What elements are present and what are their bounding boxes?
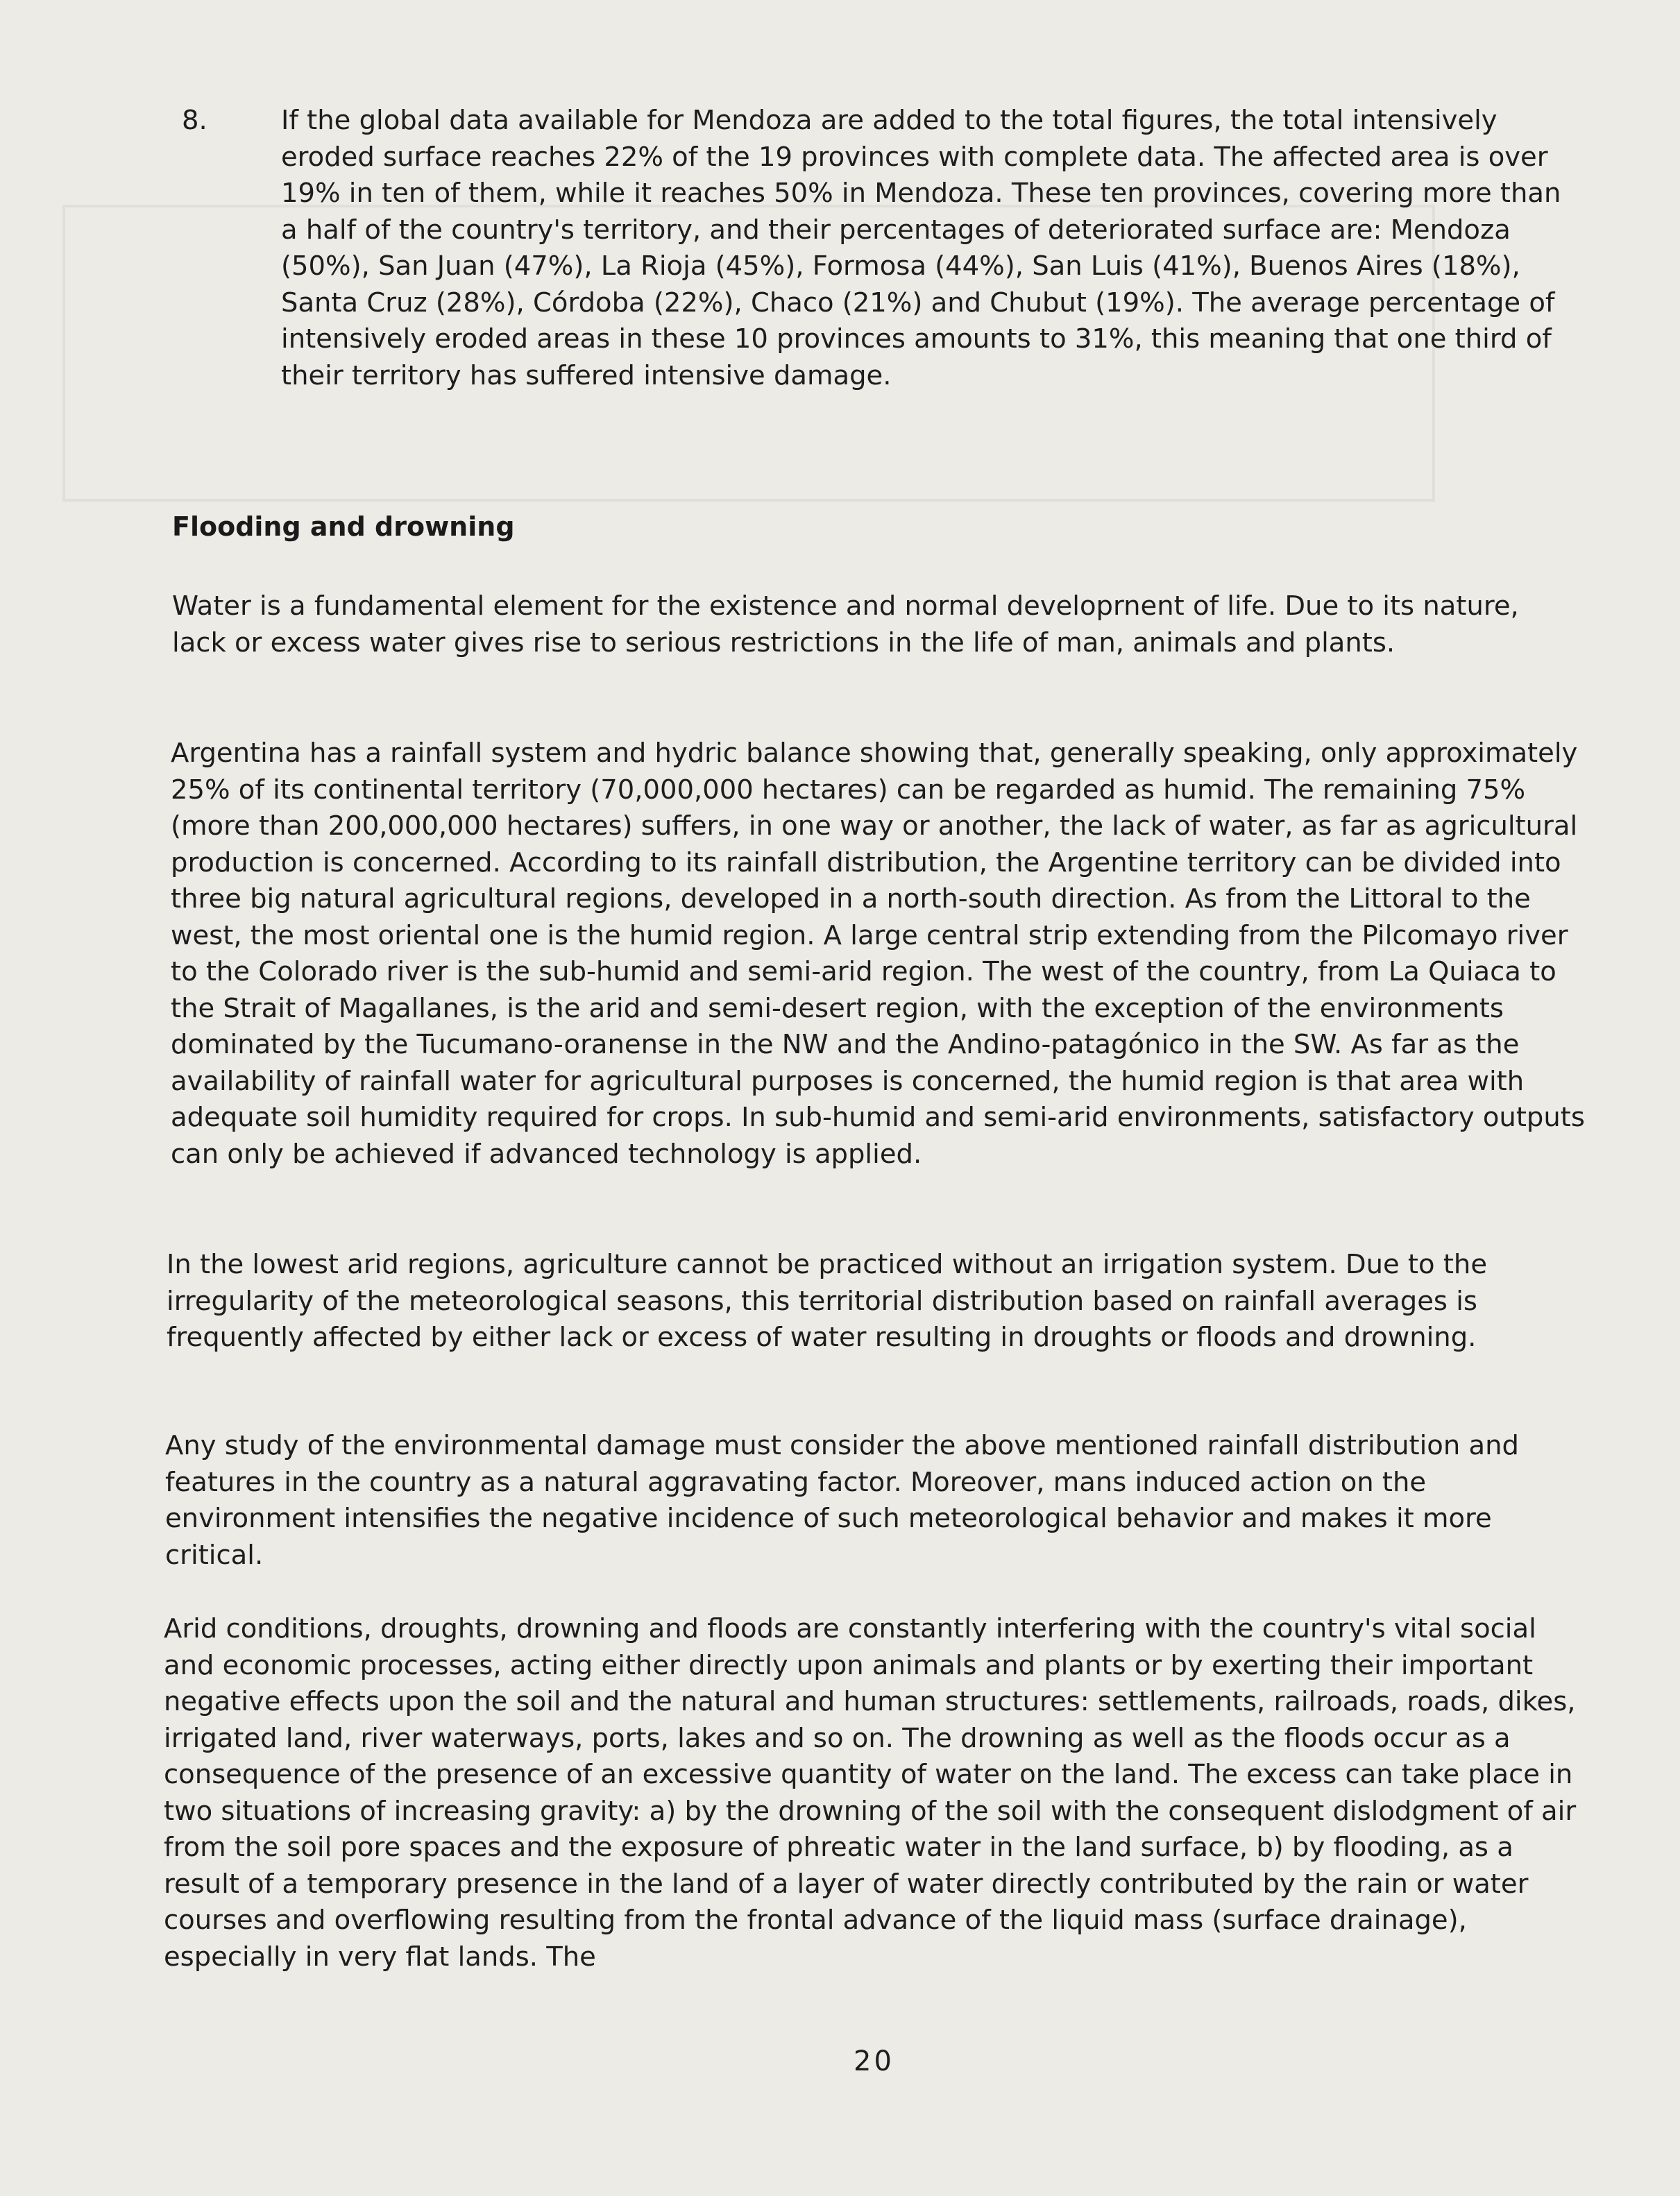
item-number: 8. (182, 105, 207, 136)
item-8-paragraph: If the global data available for Mendoza are added to the total figures, the total intensively eroded surface reaches 22% of the 19 provinces with complete data. The affected area is over 19% in ten of them, while it reaches 50% in Mendoza. These ten provinces, covering more than a half of the country's territory, and their percentages of deteriorated surface are: Mendoza (50%), San Juan (47%), La Rioja (45%), Formosa (44%), San Luis (41%), Buenos Aires (18%), Santa Cruz (28%), Córdoba (22%), Chaco (21%) and Chubut (19%). The average percentage of intensively eroded areas in these 10 provinces amounts to 31%, this meaning that one third of their territory has suffered intensive damage. (281, 105, 1561, 391)
paragraph-1: Water is a fundamental element for the existence and normal developrnent of life. Due to its nature, lack or excess water gives rise to serious restrictions in the life of man, animals and plants. (172, 590, 1519, 658)
paragraph-4: Any study of the environmental damage must consider the above mentioned rainfall distribution and features in the country as a natural aggravating factor. Moreover, mans induced action on the environment intensifies the negative incidence of such meteorological behavior and makes it more critical. (165, 1430, 1519, 1571)
paragraph-5: Arid conditions, droughts, drowning and floods are constantly interfering with the country's vital social and economic processes, acting either directly upon animals and plants or by exerting their important negative effects upon the soil and the natural and human structures: settlements, railroads, roads, dikes, irrigated land, river waterways, ports, lakes and so on. The drowning as well as the floods occur as a consequence of the presence of an excessive quantity of water on the land. The excess can take place in two situations of increasing gravity: a) by the drowning of the soil with the consequent dislodgment of air from the soil pore spaces and the exposure of phreatic water in the land surface, b) by flooding, as a result of a temporary presence in the land of a layer of water directly contributed by the rain or water courses and overflowing resulting from the frontal advance of the liquid mass (surface drainage), especially in very flat lands. The (164, 1613, 1577, 1973)
paragraph-3: In the lowest arid regions, agriculture cannot be practiced without an irrigation system. Due to the irregularity of the meteorological seasons, this territorial distribution based on rainfall averages is frequently affected by either lack or excess of water resulting in droughts or floods and drowning. (167, 1249, 1488, 1353)
section-heading: Flooding and drowning (172, 511, 515, 542)
paragraph-2: Argentina has a rainfall system and hydric balance showing that, generally speaking, only approximately 25% of its continental territory (70,000,000 hectares) can be regarded as humid. The remaining 75% (more than 200,000,000 hectares) suffers, in one way or another, the lack of water, as far as agricultural production is concerned. According to its rainfall distribution, the Argentine territory can be divided into three big natural agricultural regions, developed in a north-south direction. As from the Littoral to the west, the most oriental one is the humid region. A large central strip extending from the Pilcomayo river to the Colorado river is the sub-humid and semi-arid region. The west of the country, from La Quiaca to the Strait of Magallanes, is the arid and semi-desert region, with the exception of the environments dominated by the Tucumano-oranense in the NW and the Andino-patagónico in the SW. As far as the availability of rainfall water for agricultural purposes is concerned, the humid region is that area with adequate soil humidity required for crops. In sub-humid and semi-arid environments, satisfactory outputs can only be achieved if advanced technology is applied. (171, 738, 1585, 1170)
page-number: 20 (854, 2045, 894, 2077)
